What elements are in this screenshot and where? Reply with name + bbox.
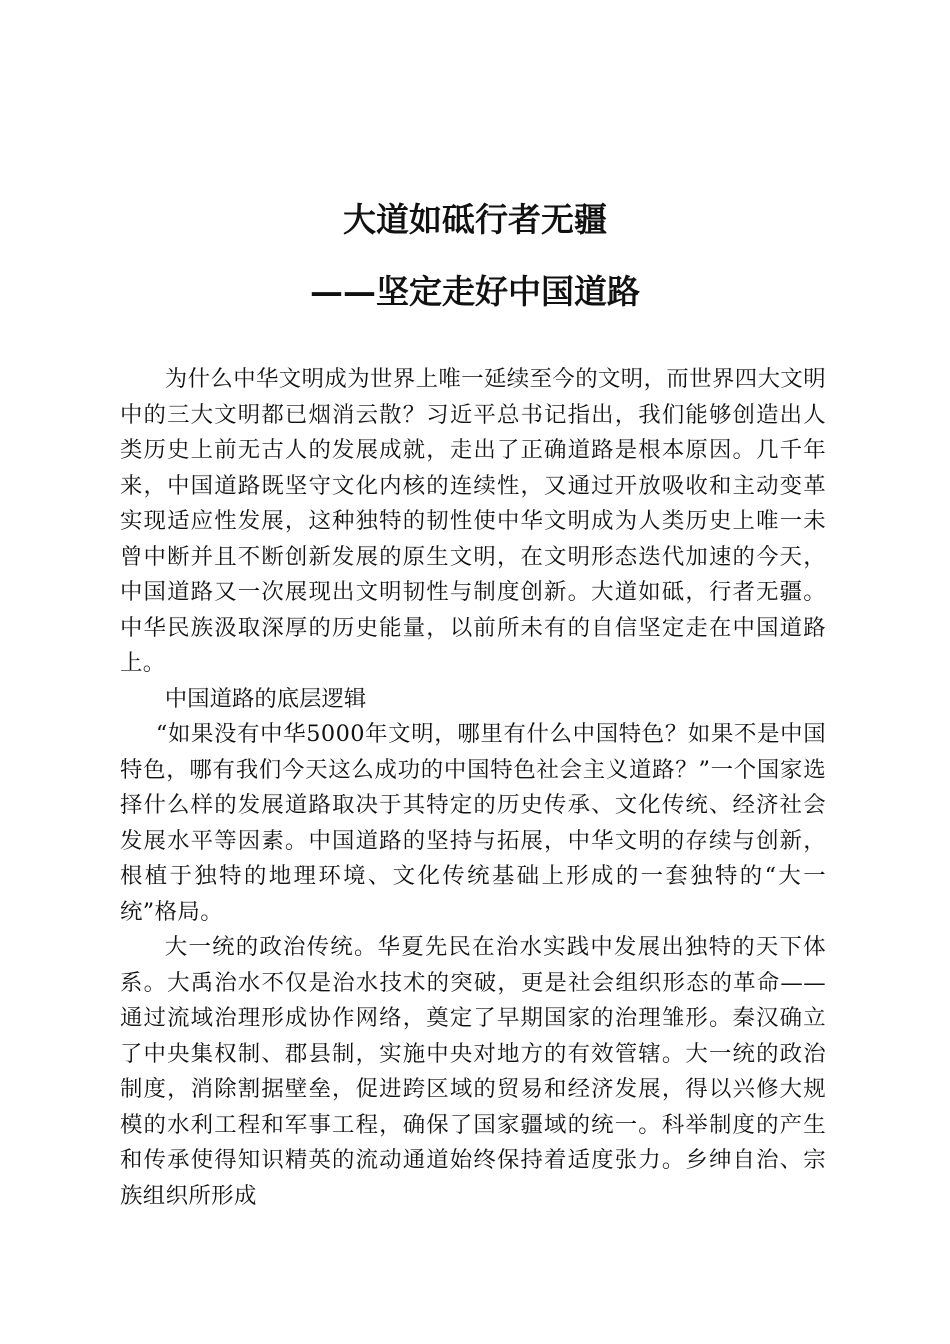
document-title: 大道如砥行者无疆 — [343, 200, 607, 239]
section-paragraph-2: 大一统的政治传统。华夏先民在治水实践中发展出独特的天下体系。大禹治水不仅是治水技术的突破，更是社会组织形态的革命——通过流域治理形成协作网络，奠定了早期国家的治理雏形。秦汉确立了中央集权制、郡县制，实施中央对地方的有效管辖。大一统的政治制度，消除割据壁垒，促进跨区域的贸易和经济发展，得以兴修大规模的水利工程和军事工程，确保了国家疆域的统一。科举制度的产生和传承使得知识精英的流动通道始终保持着适度张力。乡绅自治、宗族组织所形成 — [120, 934, 826, 1209]
document-subtitle: ——坚定走好中国道路 — [310, 272, 640, 311]
section-heading: 中国道路的底层逻辑 — [164, 685, 367, 712]
document-body — [120, 362, 826, 1214]
intro-paragraph: 为什么中华文明成为世界上唯一延续至今的文明，而世界四大文明中的三大文明都已烟消云散？习近平总书记指出，我们能够创造出人类历史上前无古人的发展成就，走出了正确道路是根本原因。几千年来，中国道路既坚守文化内核的连续性，又通过开放吸收和主动变革实现适应性发展，这种独特的韧性使中华文明成为人类历史上唯一未曾中断并且不断创新发展的原生文明，在文明形态迭代加速的今天，中国道路又一次展现出文明韧性与制度创新。大道如砥，行者无疆。中华民族汲取深厚的历史能量，以前所未有的自信坚定走在中国道路上。 — [120, 366, 826, 676]
section-paragraph-1: “如果没有中华5000年文明，哪里有什么中国特色？如果不是中国特色，哪有我们今天这么成功的中国特色社会主义道路？”一个国家选择什么样的发展道路取决于其特定的历史传承、文化传统、经济社会发展水平等因素。中国道路的坚持与拓展，中华文明的存续与创新，根植于独特的地理环境、文化传统基础上形成的一套独特的“大一统”格局。 — [120, 721, 826, 925]
